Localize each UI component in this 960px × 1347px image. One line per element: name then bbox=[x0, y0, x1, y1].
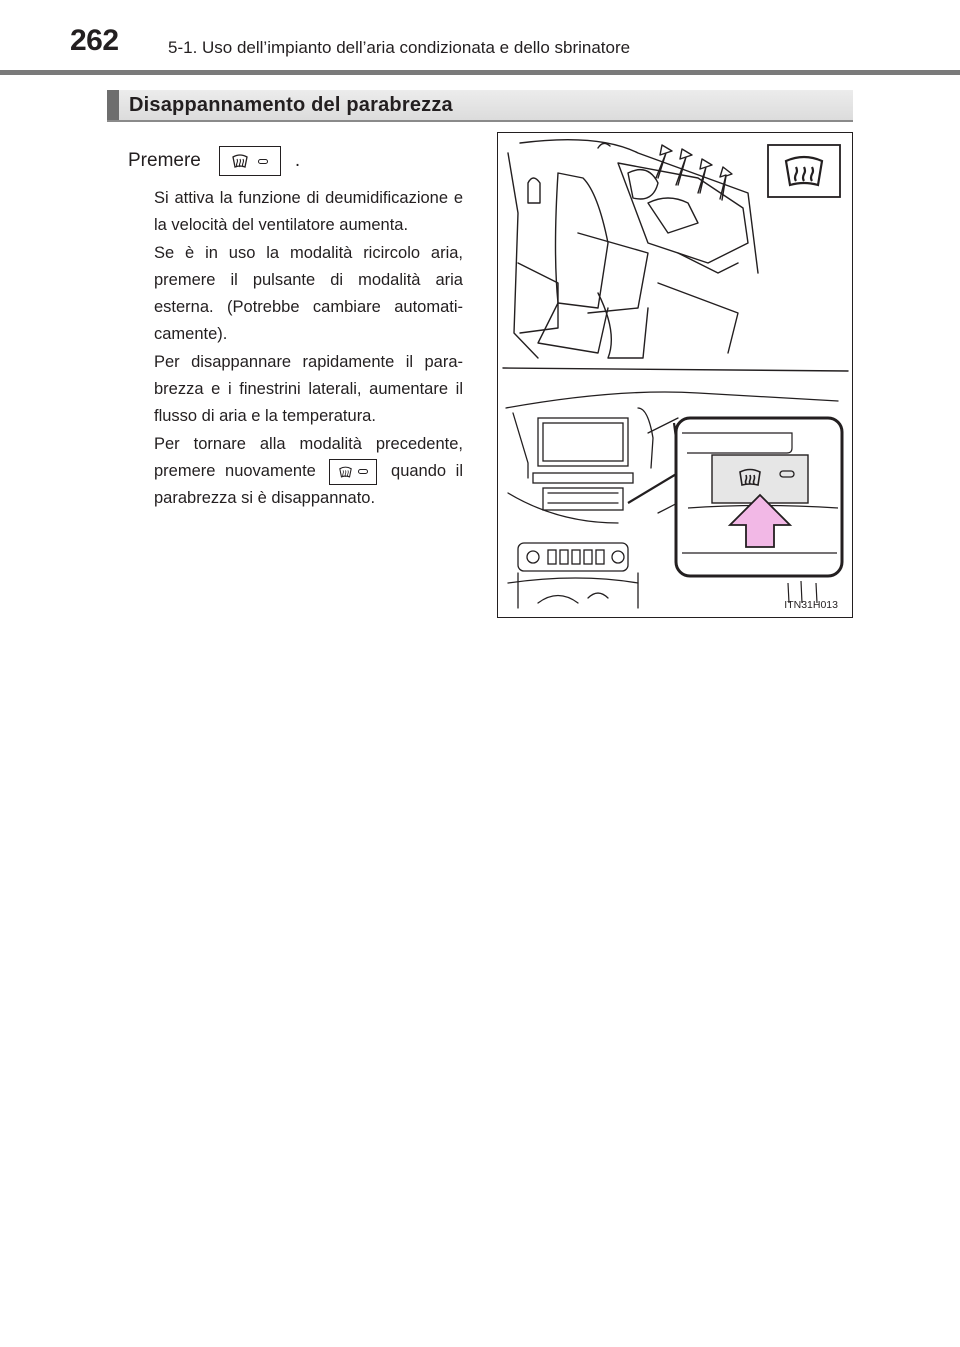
paragraph-1: Si attiva la funzione di deumidificazione e la velocità del ventilatore aumenta. bbox=[154, 189, 463, 235]
page-number: 262 bbox=[70, 24, 119, 57]
paragraph-4-after: quando il parabrezza si è disappannato. bbox=[154, 461, 464, 508]
paragraph-4-before: Per tornare alla modalità precedente, premere nuovamente bbox=[154, 434, 463, 480]
paragraph-4 bbox=[154, 431, 463, 513]
car-interior-illustration bbox=[498, 133, 851, 616]
illustration-figure bbox=[497, 132, 853, 618]
header-rule bbox=[0, 70, 960, 75]
section-title: Disappannamento del parabrezza bbox=[129, 94, 453, 116]
paragraph-2: Se è in uso la modalità ricircolo aria, premere il pulsante di modalità aria esterna. (Potrebbe cambiare automati-camente). bbox=[154, 243, 463, 344]
section-accent bbox=[107, 90, 119, 120]
indicator-lamp-icon bbox=[358, 469, 368, 474]
defroster-button-symbol bbox=[219, 146, 281, 176]
windshield-defogger-icon bbox=[339, 466, 352, 478]
press-label: Premere bbox=[128, 150, 201, 171]
running-header: 5-1. Uso dell’impianto dell’aria condizionata e dello sbrinatore bbox=[168, 38, 631, 57]
press-end: . bbox=[294, 150, 301, 171]
defroster-button-symbol-inline bbox=[329, 459, 377, 485]
section-heading-bar bbox=[107, 90, 853, 122]
windshield-defogger-icon bbox=[232, 154, 248, 168]
figure-code: ITN31H013 bbox=[784, 599, 838, 611]
body-text bbox=[154, 185, 463, 513]
press-instruction bbox=[128, 146, 300, 176]
indicator-lamp-icon bbox=[258, 159, 268, 164]
paragraph-3: Per disappannare rapidamente il para-brezza e i finestrini laterali, aumentare il flusso di aria e la temperatura. bbox=[154, 352, 463, 426]
